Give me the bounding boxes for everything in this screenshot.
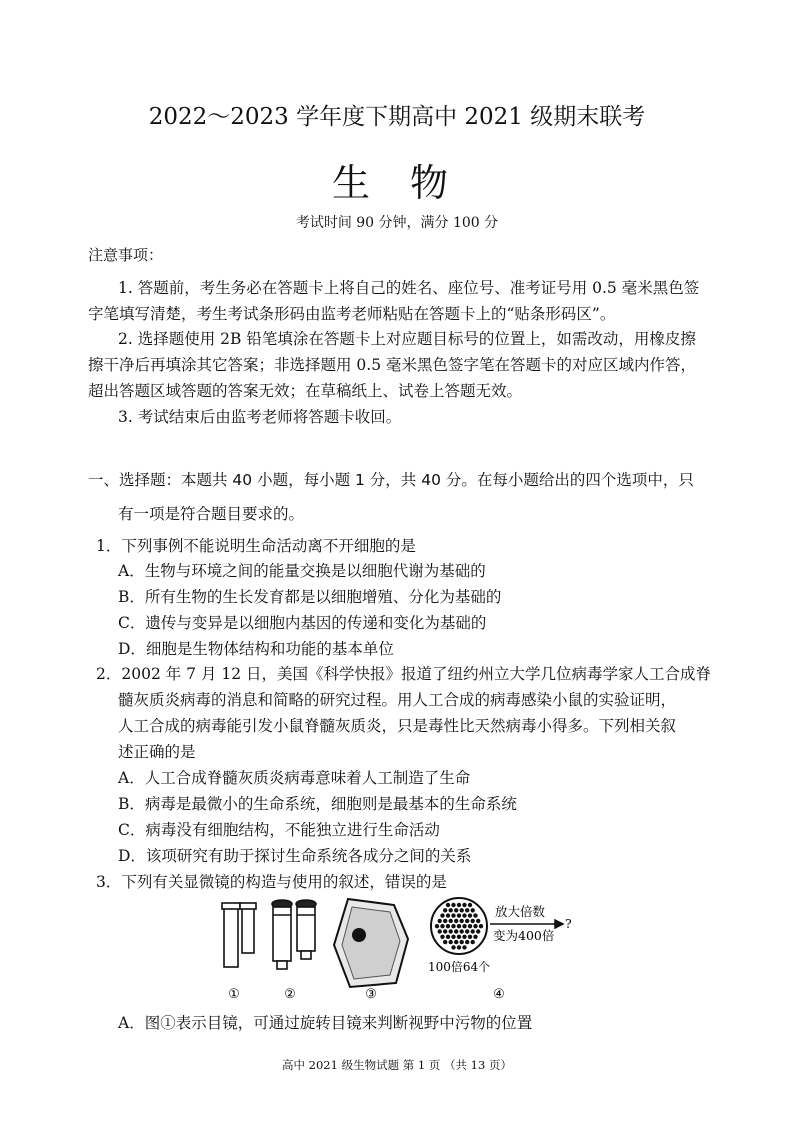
cell-dot <box>454 929 458 933</box>
eyepiece-icon <box>222 903 256 967</box>
notice-line: 擦干净后再填涂其它答案；非选择题用 0.5 毫米黑色签字笔在答题卡的对应区域内作答， <box>88 356 697 374</box>
cell-dot <box>468 935 472 939</box>
cell-dot <box>440 913 444 917</box>
exam-title: 2022～2023 学年度下期高中 2021 级期末联考 <box>148 104 646 130</box>
option-c: C．病毒没有细胞结构，不能独立进行生命活动 <box>118 821 440 839</box>
option-a: A．生物与环境之间的能量交换是以细胞代谢为基础的 <box>118 562 486 580</box>
cell-dot <box>465 940 469 944</box>
cell-dot <box>443 929 447 933</box>
cell-dot <box>451 903 455 907</box>
notice-heading: 注意事项： <box>88 246 164 264</box>
cell-dot <box>440 935 444 939</box>
section-heading: 一、选择题：本题共 40 小题，每小题 1 分，共 40 分。在每小题给出的四个选项中，只 <box>88 471 694 489</box>
cell-dot <box>462 913 466 917</box>
question-mark: ? <box>565 916 572 931</box>
question-stem: 1．下列事例不能说明生命活动离不开细胞的是 <box>96 537 416 555</box>
question-stem: 髓灰质炎病毒的消息和简略的研究过程。用人工合成的病毒感染小鼠的实验证明， <box>118 691 677 709</box>
cell-dot <box>449 940 453 944</box>
section-heading-cont: 有一项是符合题目要求的。 <box>118 505 305 523</box>
cell-dot <box>479 924 483 928</box>
cell-dot <box>446 924 450 928</box>
zoom-text-2: 变为400倍 <box>493 928 555 943</box>
cell-dot <box>457 913 461 917</box>
cell-dot <box>473 935 477 939</box>
cell-dot <box>460 940 464 944</box>
zoom-text-1: 放大倍数 <box>495 904 546 919</box>
option-b: B．病毒是最微小的生命系统，细胞则是最基本的生命系统 <box>118 795 517 813</box>
cell-dot <box>471 919 475 923</box>
cell-dot <box>462 903 466 907</box>
option-a: A．图①表示目镜，可通过旋转目镜来判断视野中污物的位置 <box>118 1014 533 1032</box>
option-d: D．细胞是生物体结构和功能的基本单位 <box>118 640 394 658</box>
cell-dot <box>471 940 475 944</box>
cell-dot <box>451 935 455 939</box>
cell-dot <box>457 935 461 939</box>
objective-lens-icon <box>272 900 316 969</box>
exam-info: 考试时间 90 分钟，满分 100 分 <box>295 215 499 231</box>
cell-dot <box>446 903 450 907</box>
figure-label-4: ④ <box>493 987 505 1002</box>
cell-dot <box>471 908 475 912</box>
cell-dot <box>438 929 442 933</box>
question-stem: 3．下列有关显微镜的构造与使用的叙述，错误的是 <box>96 873 447 891</box>
cell-dot <box>451 913 455 917</box>
cell-dot <box>468 924 472 928</box>
cell-dot <box>454 940 458 944</box>
cell-dot <box>473 913 477 917</box>
option-a: A．人工合成脊髓灰质炎病毒意味着人工制造了生命 <box>118 769 471 787</box>
cell-dot <box>460 929 464 933</box>
cell-dot <box>451 924 455 928</box>
cell-dot <box>440 924 444 928</box>
cell-dot <box>449 929 453 933</box>
figure-label-3: ③ <box>365 987 377 1002</box>
cell-dot <box>465 929 469 933</box>
cell-dot <box>435 924 439 928</box>
option-c: C．遗传与变异是以细胞内基因的传递和变化为基础的 <box>118 614 487 632</box>
plant-cell-icon <box>334 899 408 987</box>
notice-line: 2. 选择题使用 2B 铅笔填涂在答题卡上对应题目标号的位置上，如需改动，用橡皮擦 <box>118 330 696 348</box>
cell-dot <box>476 919 480 923</box>
cell-dot <box>462 924 466 928</box>
cell-dot <box>449 919 453 923</box>
field-of-view-icon <box>431 898 487 954</box>
cell-dot <box>476 929 480 933</box>
notice-line: 1. 答题前，考生务必在答题卡上将自己的姓名、座位号、准考证号用 0.5 毫米黑色签 <box>118 279 700 297</box>
question-stem: 述正确的是 <box>118 743 196 761</box>
question-stem: 2．2002 年 7 月 12 日，美国《科学快报》报道了纽约州立大学几位病毒学家人工合成脊 <box>96 665 712 683</box>
page-footer: 高中 2021 级生物试题 第 1 页 （共 13 页） <box>282 1058 512 1072</box>
cell-dot <box>438 919 442 923</box>
cell-dot <box>468 913 472 917</box>
figure-label-1: ① <box>228 987 240 1002</box>
cell-dot <box>460 908 464 912</box>
cell-dot <box>468 903 472 907</box>
microscope-figure <box>210 895 600 1005</box>
option-d: D．该项研究有助于探讨生命系统各成分之间的关系 <box>118 847 472 865</box>
cell-dot <box>462 935 466 939</box>
notice-line: 超出答题区域答题的答案无效；在草稿纸上、试卷上答题无效。 <box>88 382 523 400</box>
cell-dot <box>462 945 466 949</box>
cell-dot <box>471 929 475 933</box>
question-stem: 人工合成的病毒能引发小鼠脊髓灰质炎，只是毒性比天然病毒小得多。下列相关叙 <box>118 717 677 735</box>
cell-dot <box>457 945 461 949</box>
cell-dot <box>451 945 455 949</box>
cell-dot <box>443 908 447 912</box>
cell-dot <box>473 924 477 928</box>
cell-dot <box>446 913 450 917</box>
cell-dot <box>465 919 469 923</box>
cell-dot <box>460 919 464 923</box>
zoom-arrow-icon <box>490 920 563 928</box>
cell-dot <box>457 924 461 928</box>
figure-label-2: ② <box>284 987 296 1002</box>
cell-dot <box>465 908 469 912</box>
subject-title: 生 物 <box>331 161 463 205</box>
cell-dot <box>443 940 447 944</box>
cell-dot <box>454 908 458 912</box>
count-text: 100倍64个 <box>428 960 491 974</box>
option-b: B．所有生物的生长发育都是以细胞增殖、分化为基础的 <box>118 588 502 606</box>
cell-dot <box>457 903 461 907</box>
cell-dot <box>446 935 450 939</box>
notice-line: 字笔填写清楚，考生考试条形码由监考老师粘贴在答题卡上的“贴条形码区”。 <box>88 305 616 323</box>
cell-dot <box>449 908 453 912</box>
notice-line: 3. 考试结束后由监考老师将答题卡收回。 <box>118 408 402 426</box>
cell-dot <box>454 919 458 923</box>
cell-dot <box>443 919 447 923</box>
